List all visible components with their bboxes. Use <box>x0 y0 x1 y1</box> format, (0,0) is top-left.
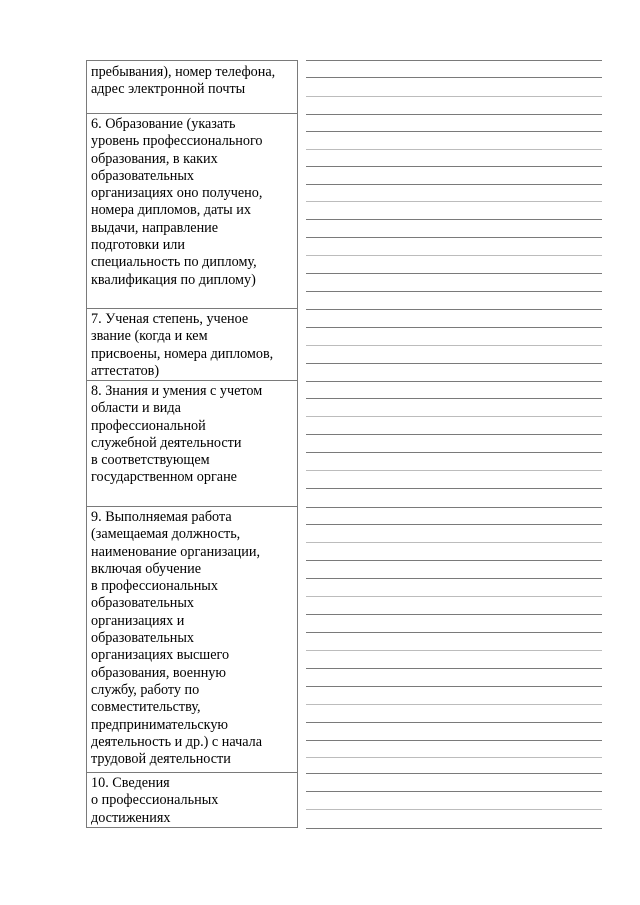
form-row-education <box>86 114 298 309</box>
answer-line[interactable] <box>306 828 602 829</box>
form-row-degree <box>86 309 298 381</box>
answer-line[interactable] <box>306 309 602 310</box>
answer-line[interactable] <box>306 416 602 417</box>
answer-line[interactable] <box>306 740 602 741</box>
answer-line[interactable] <box>306 452 602 453</box>
answer-line[interactable] <box>306 668 602 669</box>
answer-line[interactable] <box>306 398 602 399</box>
answer-line[interactable] <box>306 773 602 774</box>
row-label-degree: 7. Ученая степень, ученое звание (когда и кем присвоены, номера дипломов, аттестатов) <box>91 311 274 379</box>
form-row-skills <box>86 381 298 507</box>
form-row-work <box>86 507 298 773</box>
answer-line[interactable] <box>306 791 602 792</box>
answer-line[interactable] <box>306 809 602 810</box>
answer-line[interactable] <box>306 149 602 150</box>
answer-line[interactable] <box>306 363 602 364</box>
answer-line[interactable] <box>306 434 602 435</box>
answer-line[interactable] <box>306 704 602 705</box>
answer-line[interactable] <box>306 578 602 579</box>
answer-line[interactable] <box>306 166 602 167</box>
answer-line[interactable] <box>306 201 602 202</box>
answer-line[interactable] <box>306 632 602 633</box>
form-row-achievements <box>86 773 298 828</box>
answer-line[interactable] <box>306 237 602 238</box>
answer-line[interactable] <box>306 650 602 651</box>
answer-line[interactable] <box>306 757 602 758</box>
answer-line[interactable] <box>306 291 602 292</box>
form-row-contacts <box>86 60 298 114</box>
row-label-achievements: 10. Сведения о профессиональных достижениях <box>91 775 219 826</box>
answer-line[interactable] <box>306 542 602 543</box>
answer-line[interactable] <box>306 184 602 185</box>
answer-line[interactable] <box>306 722 602 723</box>
answer-line[interactable] <box>306 77 602 78</box>
answer-line[interactable] <box>306 60 602 61</box>
answer-line[interactable] <box>306 114 602 115</box>
row-label-skills: 8. Знания и умения с учетом области и вида профессиональной служебной деятельности в соответствующем государственном органе <box>91 383 263 486</box>
answer-line[interactable] <box>306 507 602 508</box>
answer-line[interactable] <box>306 219 602 220</box>
answer-line[interactable] <box>306 488 602 489</box>
answer-line[interactable] <box>306 327 602 328</box>
answer-line[interactable] <box>306 596 602 597</box>
answer-line[interactable] <box>306 470 602 471</box>
answer-line[interactable] <box>306 345 602 346</box>
row-label-contacts: пребывания), номер телефона, адрес электронной почты <box>91 64 276 98</box>
row-label-education: 6. Образование (указать уровень профессионального образования, в каких образовательных организациях оно получено, номера дипломов, даты их выдачи, направление подготовки или специальность по диплому, квалификация по диплому) <box>91 116 263 288</box>
answer-line[interactable] <box>306 131 602 132</box>
row-label-work: 9. Выполняемая работа (замещаемая должность, наименование организации, включая обучение в профессиональных образовательных организациях и образовательных организациях высшего образования, военную службу, работу по совместительству, предпринимательскую деятельность и др.) с начала трудовой деятельности <box>91 509 263 768</box>
answer-line[interactable] <box>306 560 602 561</box>
answer-line[interactable] <box>306 273 602 274</box>
answer-line[interactable] <box>306 381 602 382</box>
answer-line[interactable] <box>306 96 602 97</box>
answer-line[interactable] <box>306 614 602 615</box>
answer-line[interactable] <box>306 524 602 525</box>
answer-line[interactable] <box>306 686 602 687</box>
answer-line[interactable] <box>306 255 602 256</box>
